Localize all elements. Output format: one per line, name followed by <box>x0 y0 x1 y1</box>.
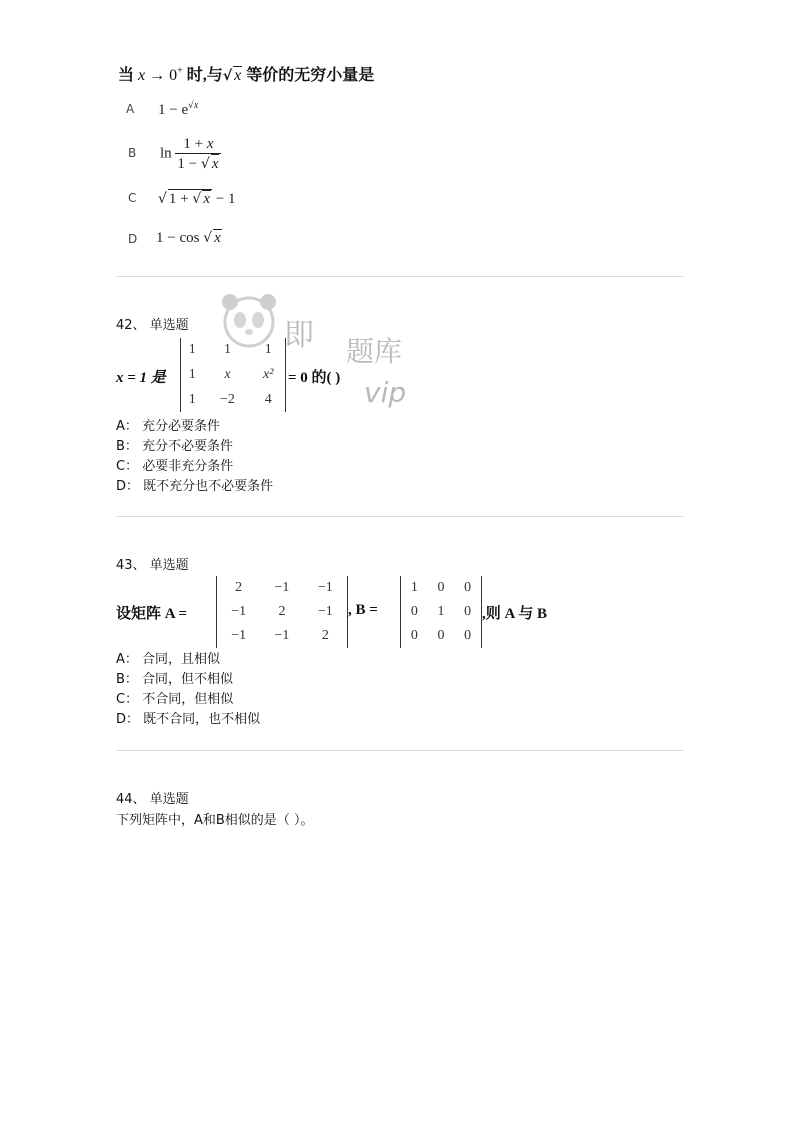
option-letter: C <box>128 191 137 205</box>
matrix-a: 2 −1 −1 −1 2 −1 −1 −1 2 <box>216 576 348 648</box>
q43-options <box>116 650 260 730</box>
q41-stem: 当 x → 0+ 时,与√ x 等价的无穷小量是 <box>118 65 375 84</box>
q42-options <box>116 417 273 497</box>
divider <box>116 276 684 277</box>
watermark: 即 题库 vip <box>214 290 414 420</box>
divider <box>116 750 684 751</box>
q41-option-d[interactable] <box>126 229 326 251</box>
q44-header: 44、 单选题 <box>116 792 189 807</box>
matrix-b: 1 0 0 0 1 0 0 0 0 <box>400 576 482 648</box>
option-expr: $1 - e^{√x}$ <box>158 100 199 118</box>
q42-header: 42、 单选题 <box>116 318 189 333</box>
option-expr: ln $\frac{1 + x}{1 - √ x}$ <box>160 135 221 173</box>
option-letter: D <box>128 232 138 246</box>
determinant: 1 1 1 1 x x² 1 −2 4 <box>180 338 286 412</box>
option-expr: √ 1 + √ x − 1 <box>158 191 236 207</box>
option-c[interactable]: C： 不合同，但相似 <box>116 692 234 707</box>
q44-stem: 下列矩阵中，A和B相似的是（ ）。 <box>116 813 314 828</box>
q43-header: 43、 单选题 <box>116 558 189 573</box>
option-a[interactable]: A： 合同，且相似 <box>116 652 221 667</box>
q41-option-a[interactable] <box>126 100 326 122</box>
option-letter: B <box>128 146 137 160</box>
q41-option-c[interactable] <box>126 189 326 213</box>
option-d[interactable]: D： 既不合同，也不相似 <box>116 712 261 727</box>
option-b[interactable]: B： 合同，但不相似 <box>116 672 234 687</box>
q41-option-b[interactable] <box>126 132 326 176</box>
option-letter: A <box>126 102 135 116</box>
q42-stem: x = 1 是 1 1 1 1 x x² 1 −2 4 = 0 的( ) <box>116 338 376 414</box>
option-b[interactable]: B： 充分不必要条件 <box>116 439 234 454</box>
option-d[interactable]: D： 既不充分也不必要条件 <box>116 479 274 494</box>
option-a[interactable]: A： 充分必要条件 <box>116 419 221 434</box>
option-c[interactable]: C： 必要非充分条件 <box>116 459 234 474</box>
option-expr: 1 − cos √ x <box>156 230 221 246</box>
q43-stem: 设矩阵 A = 2 −1 −1 −1 2 −1 −1 −1 2 , B = 1 0 0 0 1 0 0 0 0 ,则 A 与 B <box>116 576 576 648</box>
divider <box>116 516 684 517</box>
